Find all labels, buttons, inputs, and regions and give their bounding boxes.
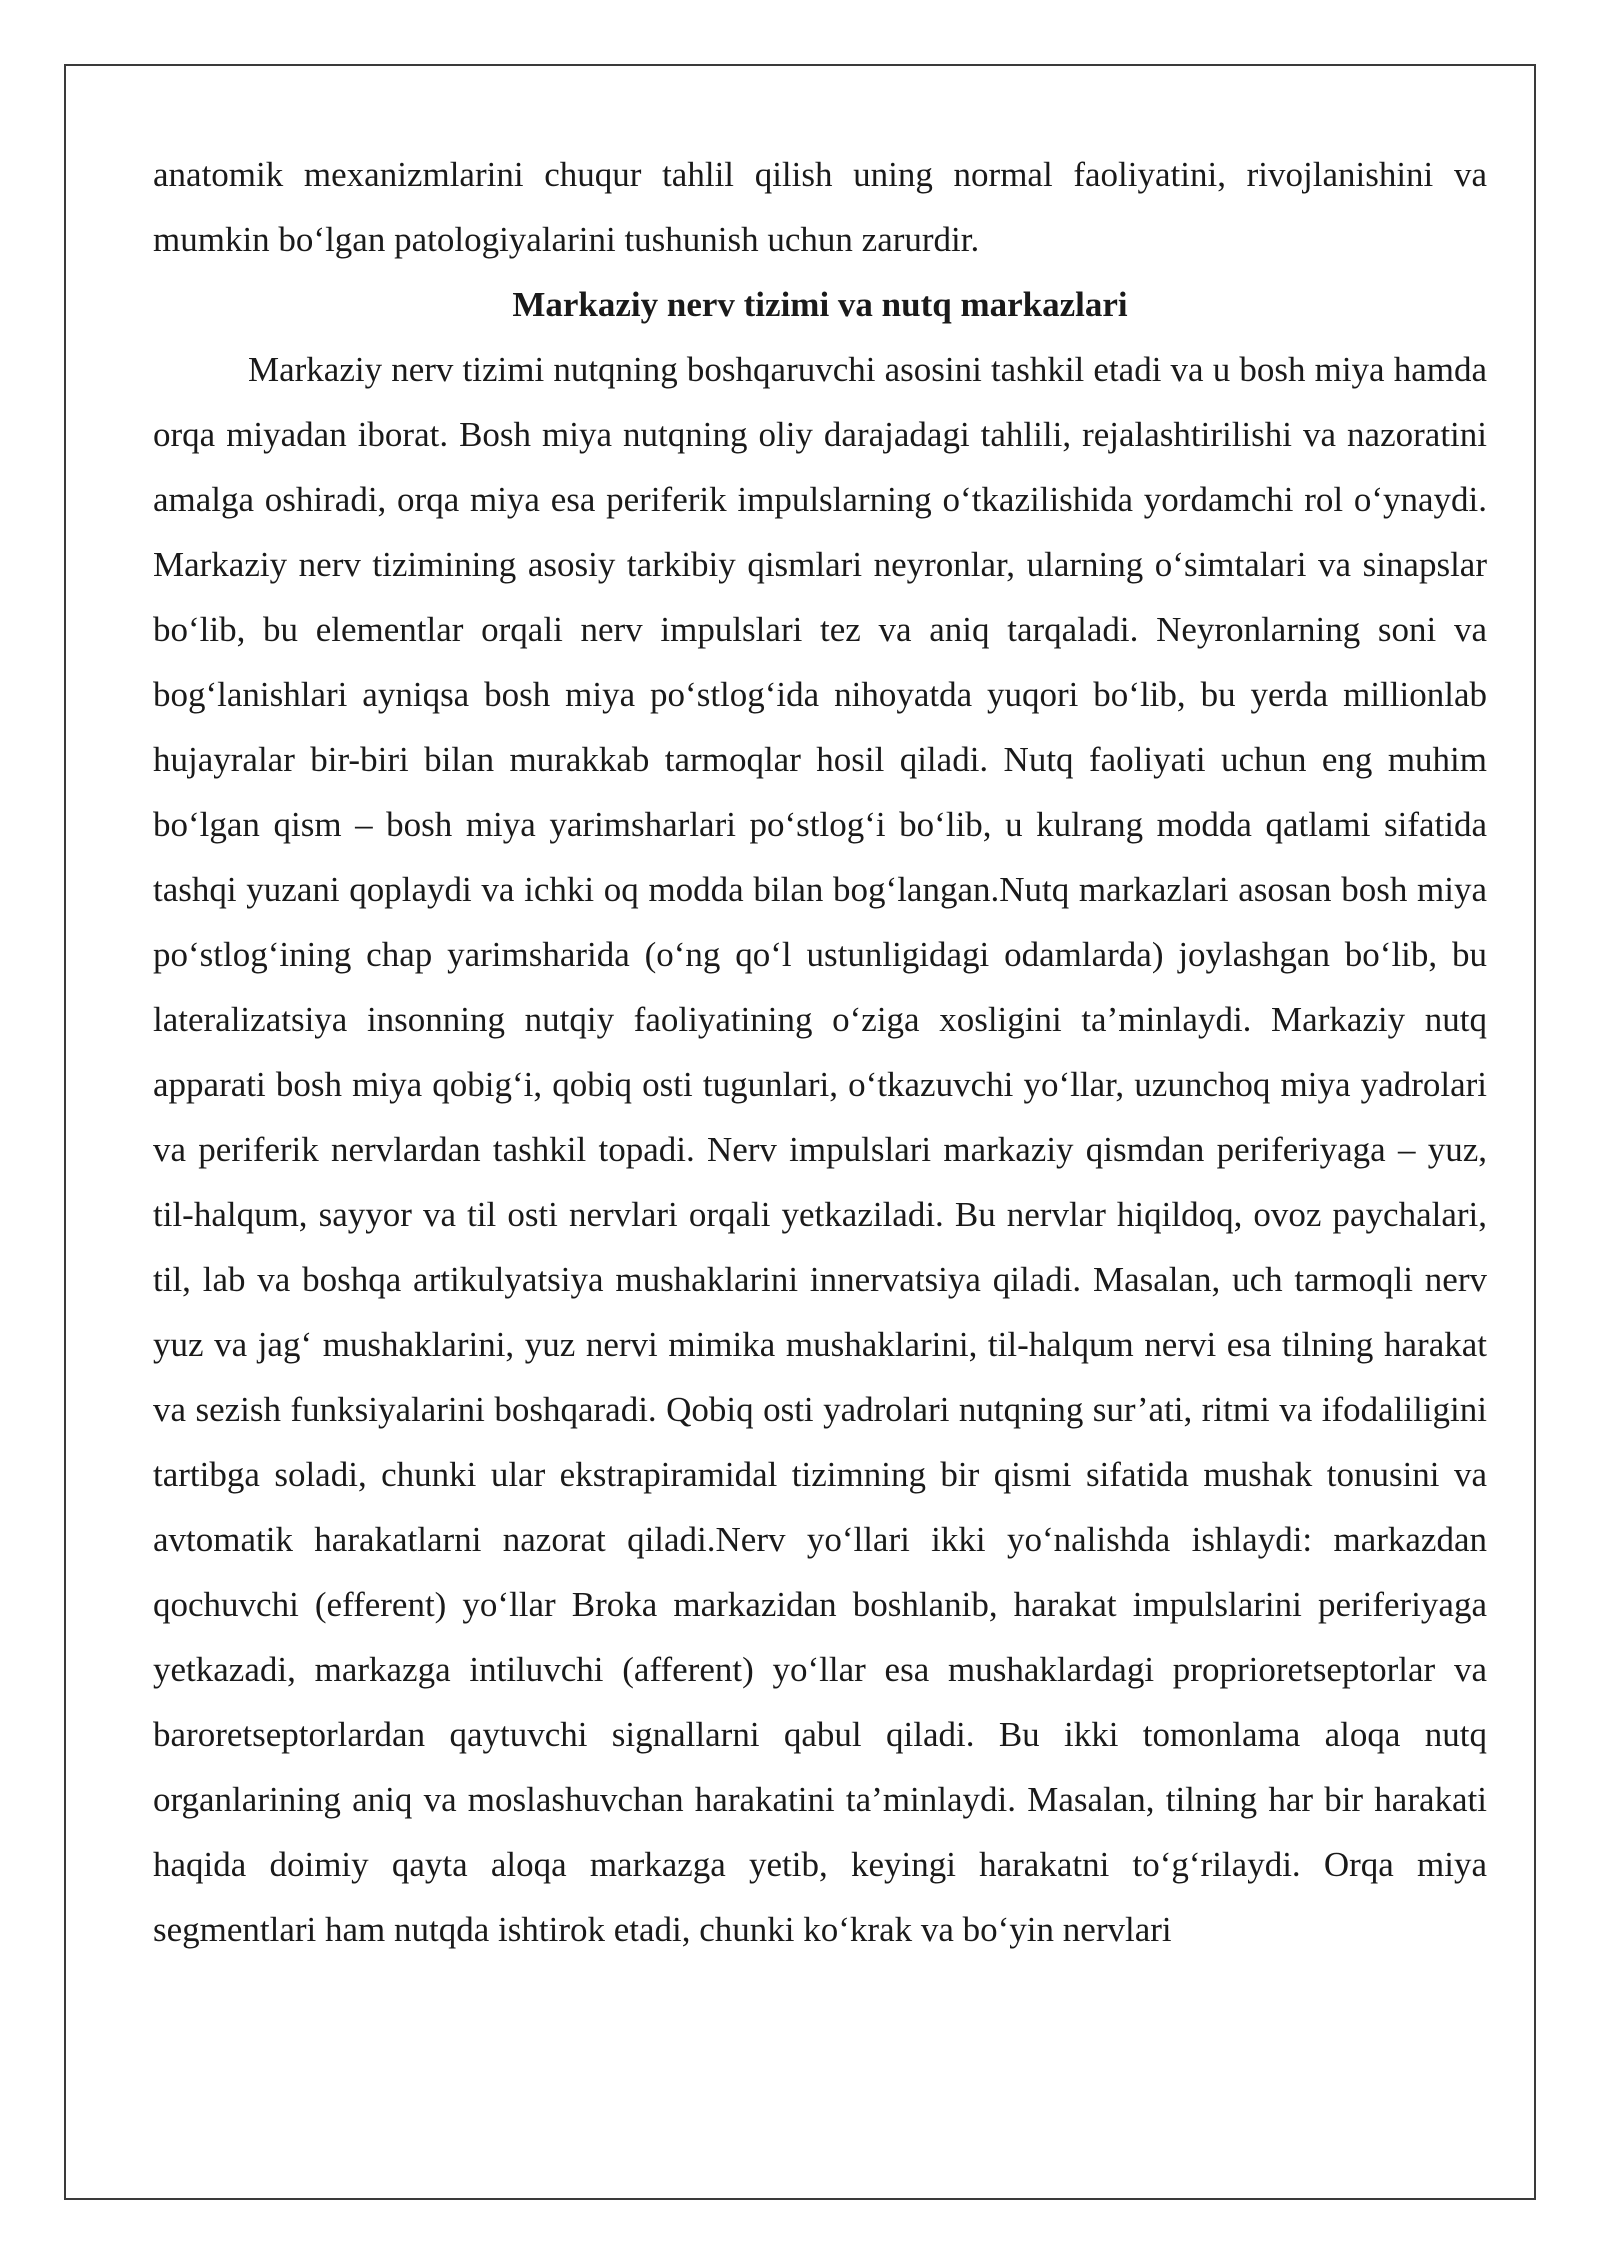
body-paragraph: Markaziy nerv tizimi nutqning boshqaruvchi asosini tashkil etadi va u bosh miya hamda orqa miyadan iborat. Bosh miya nutqning oliy darajadagi tahlili, rejalashtirilishi va nazoratini amalga oshiradi, orqa miya esa periferik impulslarning o‘tkazilishida yordamchi rol o‘ynaydi. Markaziy nerv tizimining asosiy tarkibiy qismlari neyronlar, ularning o‘simtalari va sinapslar bo‘lib, bu elementlar orqali nerv impulslari tez va aniq tarqaladi. Neyronlarning soni va bog‘lanishlari ayniqsa bosh miya po‘stlog‘ida nihoyatda yuqori bo‘lib, bu yerda millionlab hujayralar bir-biri bilan murakkab tarmoqlar hosil qiladi. Nutq faoliyati uchun eng muhim bo‘lgan qism – bosh miya yarimsharlari po‘stlog‘i bo‘lib, u kulrang modda qatlami sifatida tashqi yuzani qoplaydi va ichki oq modda bilan bog‘langan.Nutq markazlari asosan bosh miya po‘stlog‘ining chap yarimsharida (o‘ng qo‘l ustunligidagi odamlarda) joylashgan bo‘lib, bu lateralizatsiya insonning nutqiy faoliyatining o‘ziga xosligini ta’minlaydi. Markaziy nutq apparati bosh miya qobig‘i, qobiq osti tugunlari, o‘tkazuvchi yo‘llar, uzunchoq miya yadrolari va periferik nervlardan tashkil topadi. Nerv impulslari markaziy qismdan periferiyaga – yuz, til-halqum, sayyor va til osti nervlari orqali yetkaziladi. Bu nervlar hiqildoq, ovoz paychalari, til, lab va boshqa artikulyatsiya mushaklarini innervatsiya qiladi. Masalan, uch tarmoqli nerv yuz va jag‘ mushaklarini, yuz nervi mimika mushaklarini, til-halqum nervi esa tilning harakat va sezish funksiyalarini boshqaradi. Qobiq osti yadrolari nutqning sur’ati, ritmi va ifodaliligini tartibga soladi, chunki ular ekstrapiramidal tizimning bir qismi sifatida mushak tonusini va avtomatik harakatlarni nazorat qiladi.Nerv yo‘llari ikki yo‘nalishda ishlaydi: markazdan qochuvchi (efferent) yo‘llar Broka markazidan boshlanib, harakat impulslarini periferiyaga yetkazadi, markazga intiluvchi (afferent) yo‘llar esa mushaklardagi proprioretseptorlar va baroretseptorlardan qaytuvchi signallarni qabul qiladi. Bu ikki tomonlama aloqa nutq organlarining aniq va moslashuvchan harakatini ta’minlaydi. Masalan, tilning har bir harakati haqida doimiy qayta aloqa markazga yetib, keyingi harakatni to‘g‘rilaydi. Orqa miya segmentlari ham nutqda ishtirok etadi, chunki ko‘krak va bo‘yin nervlari <box>153 350 1487 1949</box>
document-body <box>153 142 1487 1962</box>
section-heading: Markaziy nerv tizimi va nutq markazlari <box>512 285 1128 324</box>
intro-paragraph: anatomik mexanizmlarini chuqur tahlil qilish uning normal faoliyatini, rivojlanishini va mumkin bo‘lgan patologiyalarini tushunish uchun zarurdir. <box>153 155 1487 259</box>
